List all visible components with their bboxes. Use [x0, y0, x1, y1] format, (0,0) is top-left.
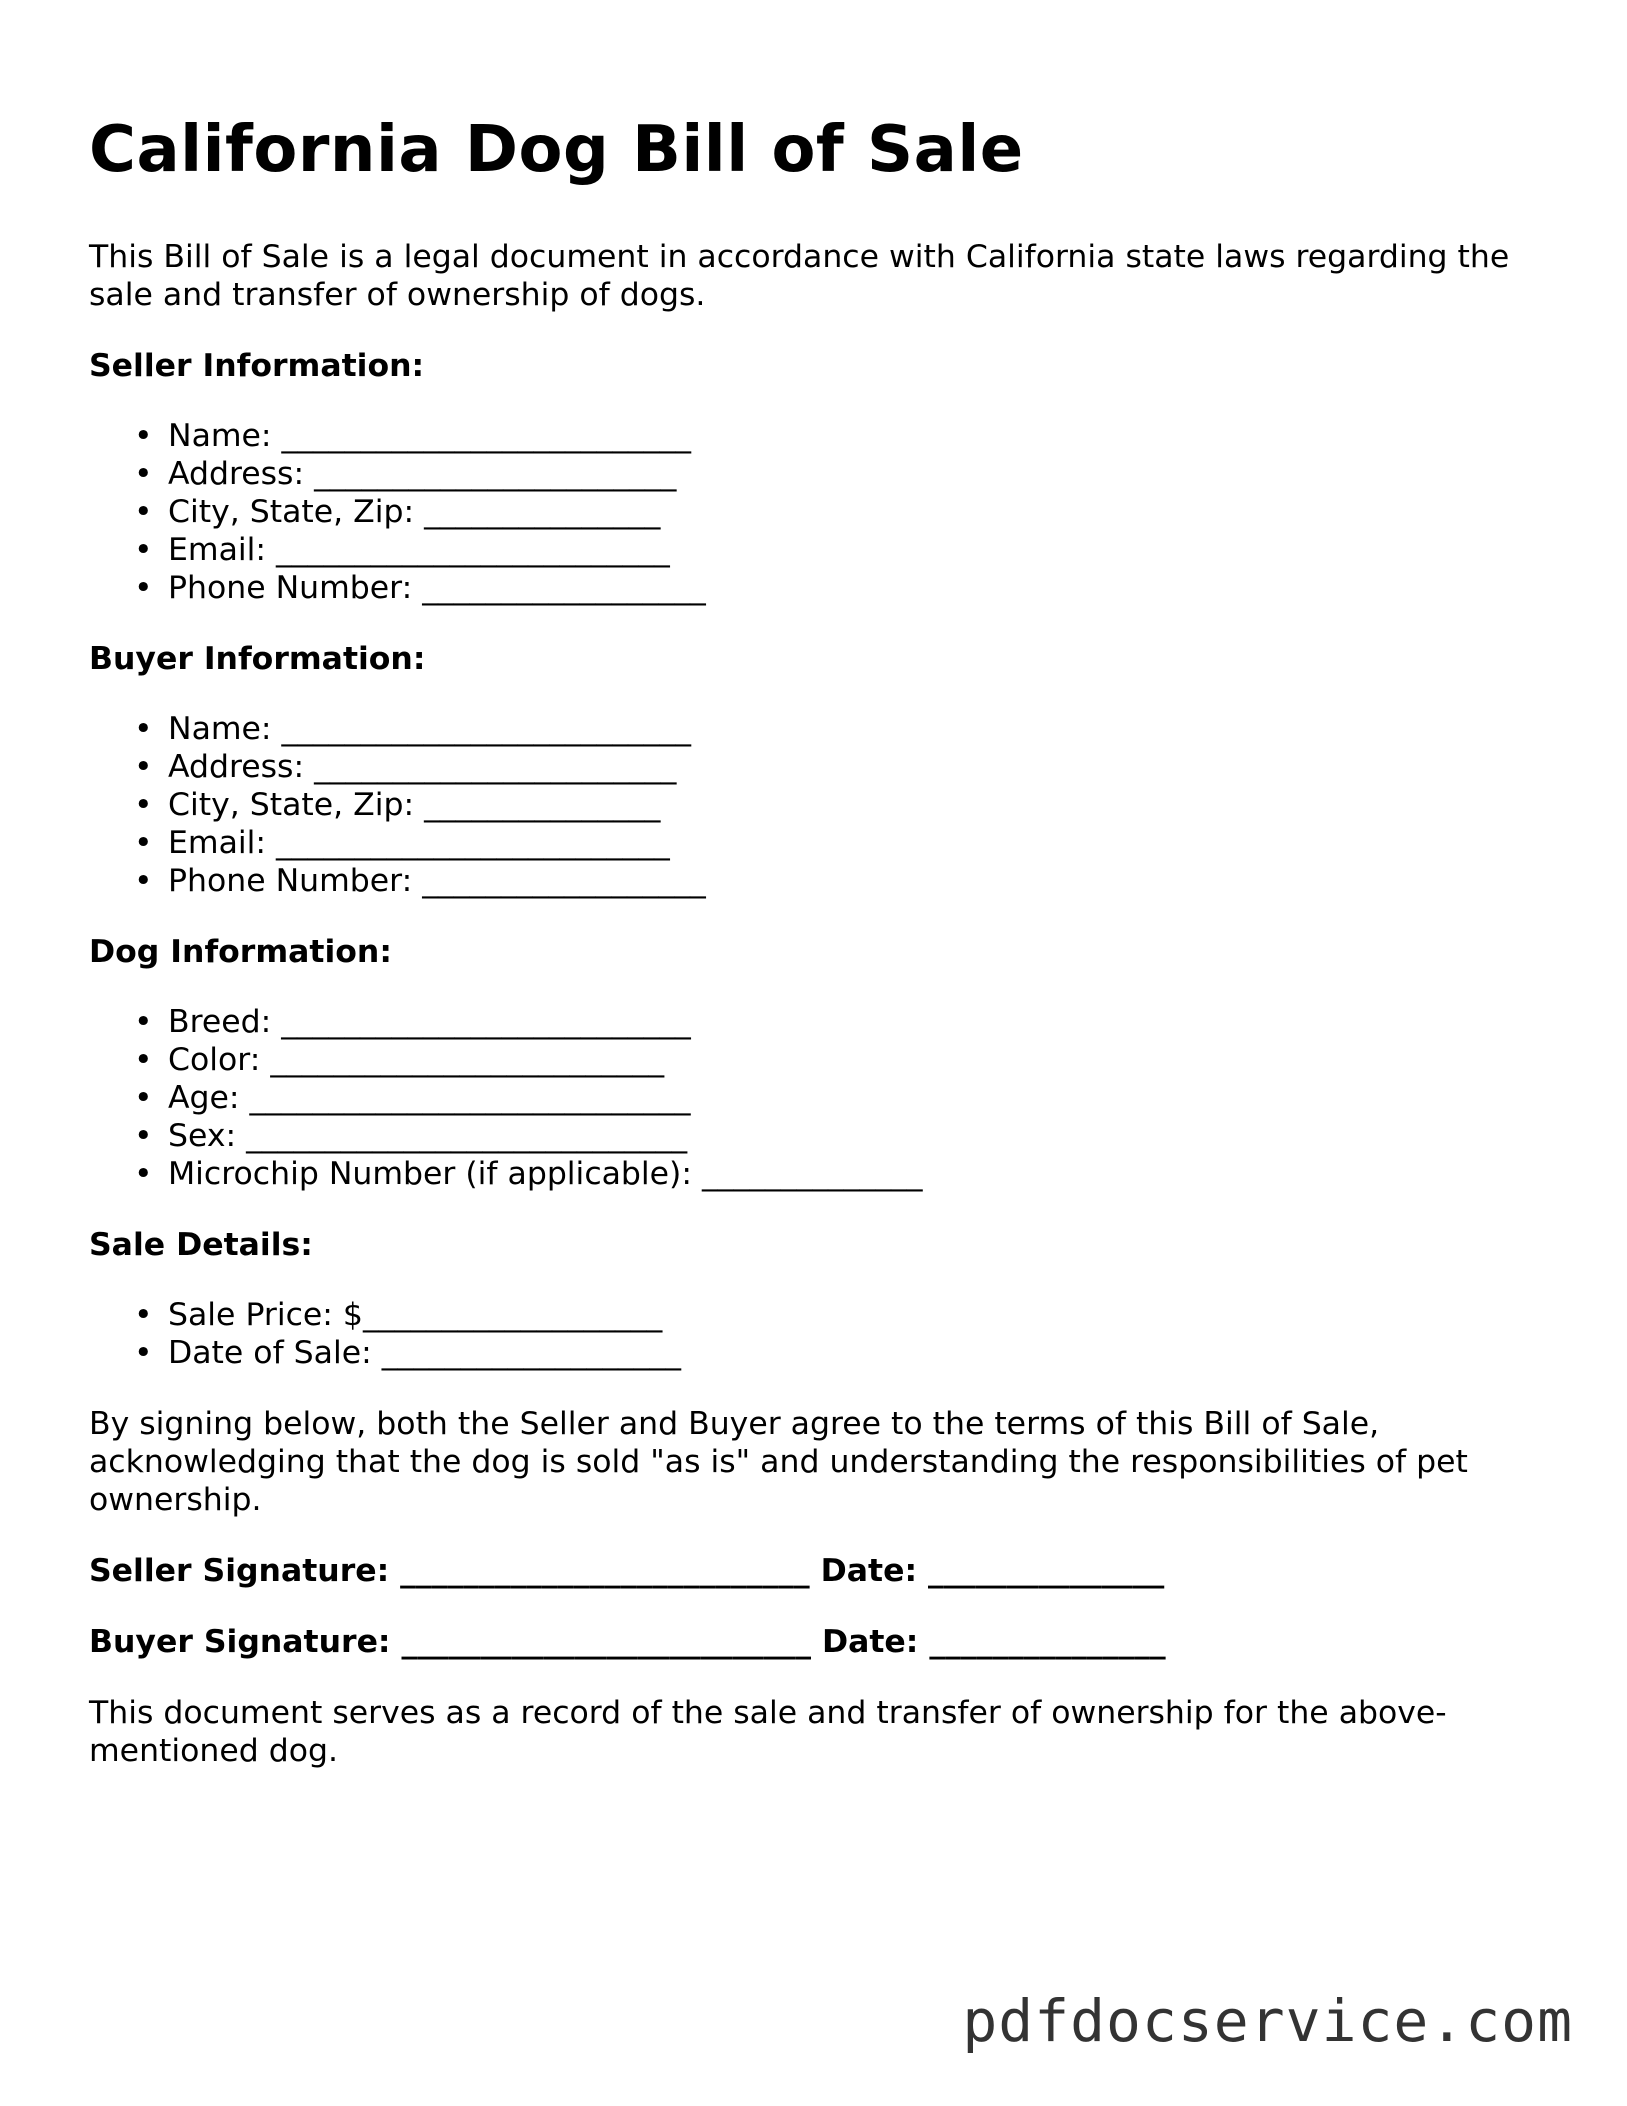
bullet-icon: • — [134, 1335, 153, 1371]
seller-signature-line: Seller Signature: __________________________ Date: _______________ — [89, 1553, 1165, 1589]
dog-field-list — [89, 1003, 1549, 1193]
bullet-icon: • — [134, 456, 153, 492]
sale-date-field: • Date of Sale: ___________________ — [134, 1335, 681, 1371]
document-page — [89, 108, 1549, 1770]
sale-price-field: • Sale Price: $___________________ — [134, 1297, 663, 1333]
buyer-phone-field: • Phone Number: __________________ — [134, 863, 706, 899]
buyer-signature-line: Buyer Signature: __________________________ Date: _______________ — [89, 1624, 1166, 1660]
seller-city-state-zip-field: • City, State, Zip: _______________ — [134, 494, 661, 530]
buyer-address-field: • Address: _______________________ — [134, 749, 677, 785]
buyer-name-field: • Name: __________________________ — [134, 711, 692, 747]
sale-section-heading: Sale Details: — [89, 1227, 313, 1263]
agreement-paragraph: By signing below, both the Seller and Buyer agree to the terms of this Bill of Sale, acknowledging that the dog is sold "as is" and understanding the responsibilities of pet ownership. — [89, 1406, 1468, 1518]
bullet-icon: • — [134, 532, 153, 568]
seller-email-field: • Email: _________________________ — [134, 532, 670, 568]
bullet-icon: • — [134, 1004, 153, 1040]
bullet-icon: • — [134, 787, 153, 823]
bullet-icon: • — [134, 863, 153, 899]
buyer-city-state-zip-field: • City, State, Zip: _______________ — [134, 787, 661, 823]
bullet-icon: • — [134, 570, 153, 606]
bullet-icon: • — [134, 711, 153, 747]
buyer-field-list — [89, 710, 1549, 900]
buyer-email-field: • Email: _________________________ — [134, 825, 670, 861]
dog-color-field: • Color: _________________________ — [134, 1042, 665, 1078]
bullet-icon: • — [134, 494, 153, 530]
bullet-icon: • — [134, 1080, 153, 1116]
closing-paragraph: This document serves as a record of the sale and transfer of ownership for the above-mentioned dog. — [89, 1695, 1447, 1769]
dog-section-heading: Dog Information: — [89, 934, 392, 970]
bullet-icon: • — [134, 749, 153, 785]
buyer-section-heading: Buyer Information: — [89, 641, 426, 677]
bullet-icon: • — [134, 1118, 153, 1154]
bullet-icon: • — [134, 825, 153, 861]
seller-name-field: • Name: __________________________ — [134, 418, 692, 454]
seller-address-field: • Address: _______________________ — [134, 456, 677, 492]
dog-breed-field: • Breed: __________________________ — [134, 1004, 691, 1040]
dog-sex-field: • Sex: ____________________________ — [134, 1118, 688, 1154]
seller-phone-field: • Phone Number: __________________ — [134, 570, 706, 606]
bullet-icon: • — [134, 418, 153, 454]
seller-field-list — [89, 417, 1549, 607]
watermark-text: pdfdocservice.com — [962, 1987, 1573, 2055]
bullet-icon: • — [134, 1042, 153, 1078]
intro-paragraph: This Bill of Sale is a legal document in accordance with California state laws regarding the sale and transfer of ownership of dogs. — [89, 239, 1510, 313]
dog-microchip-field: • Microchip Number (if applicable): ______________ — [134, 1156, 923, 1192]
seller-section-heading: Seller Information: — [89, 348, 425, 384]
bullet-icon: • — [134, 1156, 153, 1192]
sale-field-list — [89, 1296, 1549, 1372]
document-title: California Dog Bill of Sale — [89, 113, 1024, 187]
bullet-icon: • — [134, 1297, 153, 1333]
dog-age-field: • Age: ____________________________ — [134, 1080, 691, 1116]
